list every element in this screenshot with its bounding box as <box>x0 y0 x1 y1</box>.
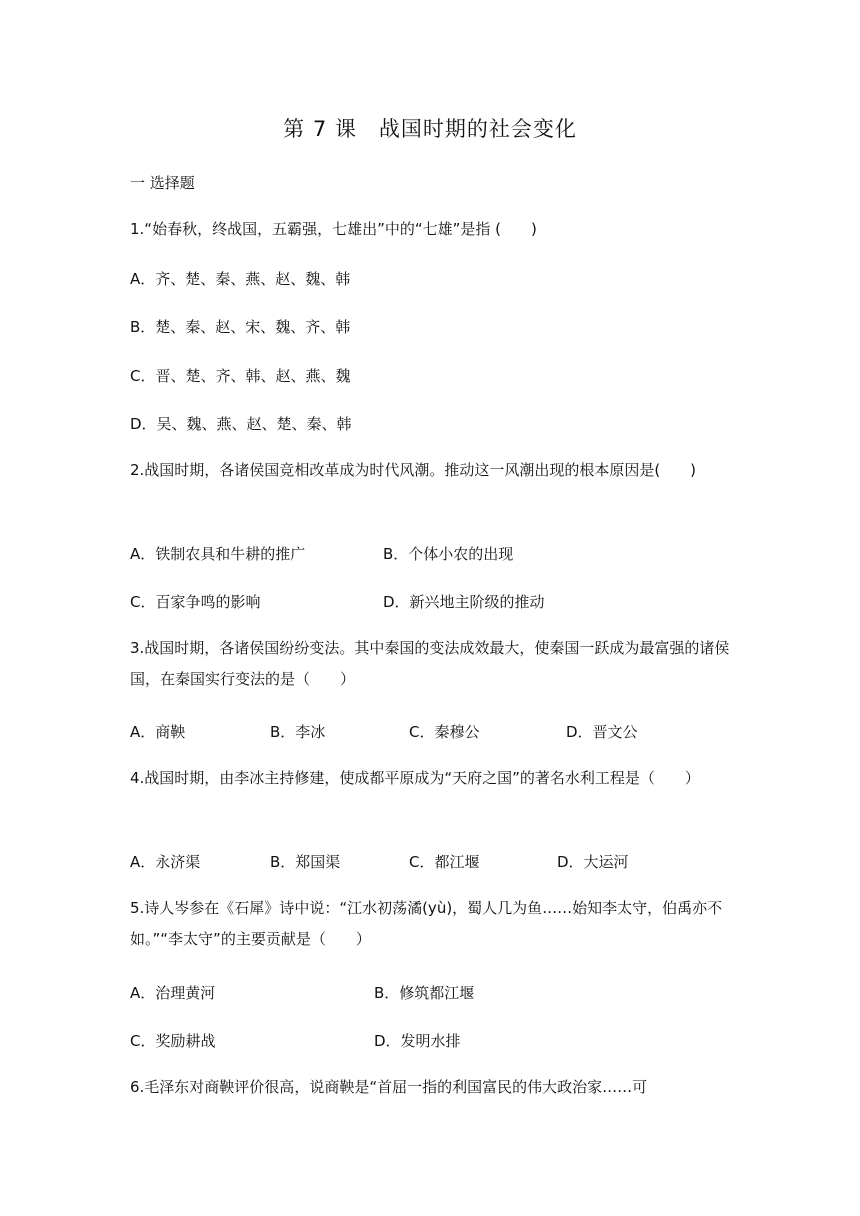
question-5-stem: 5.诗人岑参在《石犀》诗中说：“江水初荡潏(yù)，蜀人几为鱼……始知李太守，伯禹亦不如。”“李太守”的主要贡献是（ ） <box>130 899 723 948</box>
question-2-option-c: C．百家争鸣的影响 <box>130 593 261 611</box>
question-4-stem: 4.战国时期，由李冰主持修建，使成都平原成为“天府之国”的著名水利工程是（ ） <box>130 769 700 787</box>
page-title: 第 7 课 战国时期的社会变化 <box>283 117 577 141</box>
question-2-option-d: D．新兴地主阶级的推动 <box>383 593 545 611</box>
question-4-option-c: C．都江堰 <box>409 853 480 871</box>
question-5-option-d: D．发明水排 <box>374 1032 461 1050</box>
question-1-option-b: B．楚、秦、赵、宋、魏、齐、韩 <box>130 318 351 336</box>
section-heading: 一 选择题 <box>130 174 195 192</box>
question-3-stem: 3.战国时期，各诸侯国纷纷变法。其中秦国的变法成效最大，使秦国一跃成为最富强的诸侯国，在秦国实行变法的是（ ） <box>130 639 730 688</box>
question-4-option-b: B．郑国渠 <box>270 853 341 871</box>
question-3-option-b: B．李冰 <box>270 723 326 741</box>
question-1-option-c: C．晋、楚、齐、韩、赵、燕、魏 <box>130 367 351 385</box>
question-4-option-d: D．大运河 <box>557 853 629 871</box>
question-2-option-b: B．个体小农的出现 <box>383 545 514 563</box>
question-3-option-d: D．晋文公 <box>566 723 638 741</box>
question-5-option-b: B．修筑都江堰 <box>374 984 475 1002</box>
question-1-stem: 1.“始春秋，终战国，五霸强，七雄出”中的“七雄”是指 ( ) <box>130 220 537 238</box>
question-6-stem: 6.毛泽东对商鞅评价很高，说商鞅是“首屈一指的利国富民的伟大政治家……可 <box>130 1078 648 1096</box>
question-2-stem: 2.战国时期，各诸侯国竞相改革成为时代风潮。推动这一风潮出现的根本原因是( ) <box>130 461 697 479</box>
question-3-option-c: C．秦穆公 <box>409 723 480 741</box>
question-4-option-a: A．永济渠 <box>130 853 201 871</box>
question-1-option-d: D．吴、魏、燕、赵、楚、秦、韩 <box>130 415 352 433</box>
question-1-option-a: A．齐、楚、秦、燕、赵、魏、韩 <box>130 270 351 288</box>
question-5-option-a: A．治理黄河 <box>130 984 216 1002</box>
question-5-option-c: C．奖励耕战 <box>130 1032 216 1050</box>
question-3-option-a: A．商鞅 <box>130 723 186 741</box>
question-2-option-a: A．铁制农具和牛耕的推广 <box>130 545 306 563</box>
